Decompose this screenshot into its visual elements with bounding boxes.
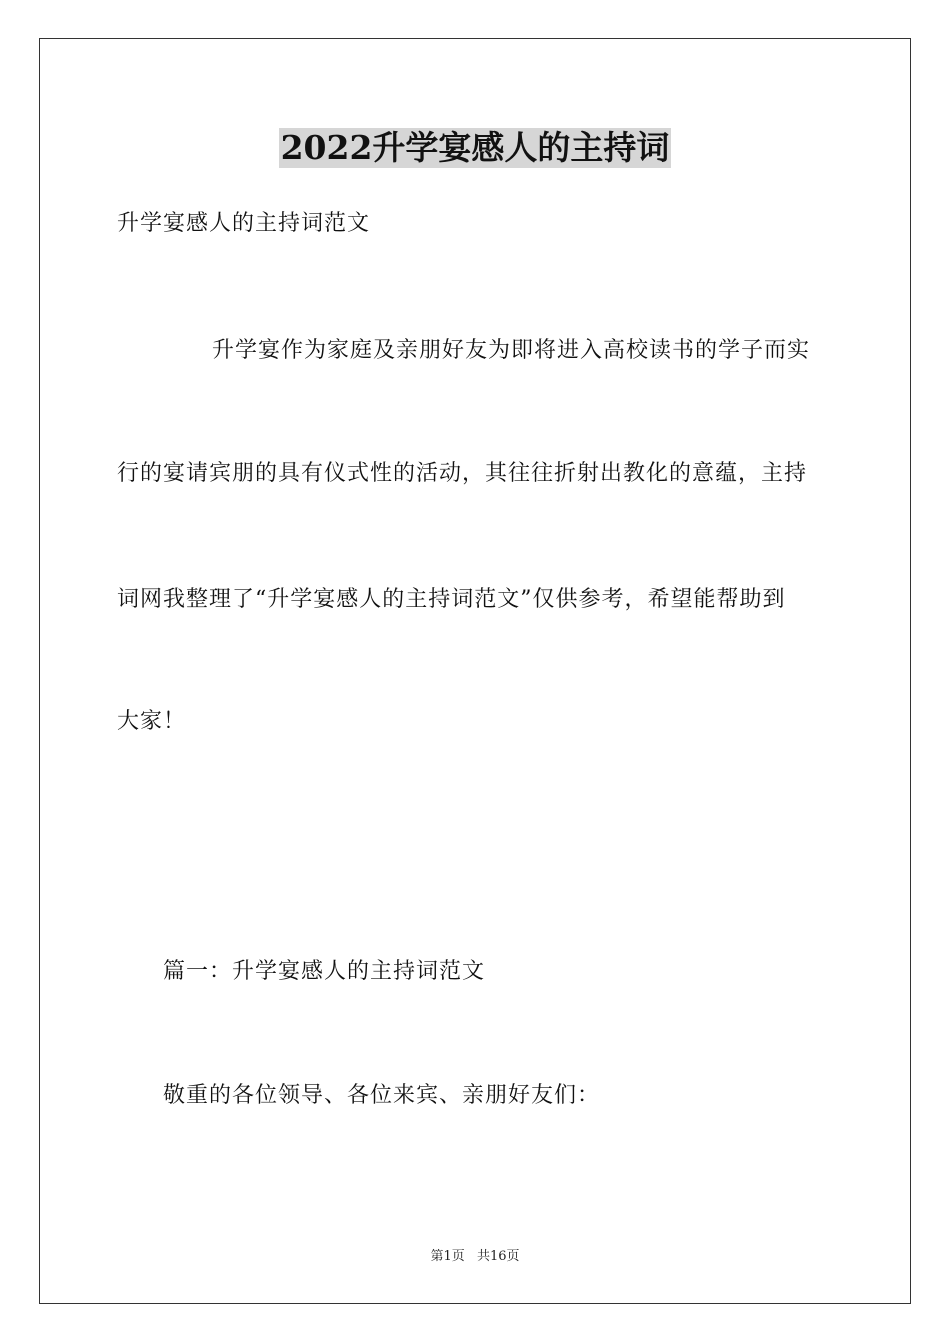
title-container (0, 128, 950, 168)
document-title: 2022升学宴感人的主持词 (280, 128, 670, 167)
page-total: 共16页 (476, 1249, 520, 1264)
document-subtitle: 升学宴感人的主持词范文 (117, 211, 371, 236)
page-number: 第1页 (430, 1249, 465, 1264)
intro-line-1: 升学宴作为家庭及亲朋好友为即将进入高校读书的学子而实 (212, 338, 811, 363)
intro-line-4: 大家！ (117, 709, 187, 734)
intro-line-2: 行的宴请宾朋的具有仪式性的活动，其往往折射出教化的意蕴，主持 (117, 461, 808, 486)
page-footer (0, 1248, 950, 1266)
intro-line-3: 词网我整理了“升学宴感人的主持词范文”仅供参考，希望能帮助到 (117, 587, 786, 612)
section-heading: 篇一：升学宴感人的主持词范文 (163, 959, 486, 984)
greeting-line: 敬重的各位领导、各位来宾、亲朋好友们： (163, 1083, 601, 1108)
